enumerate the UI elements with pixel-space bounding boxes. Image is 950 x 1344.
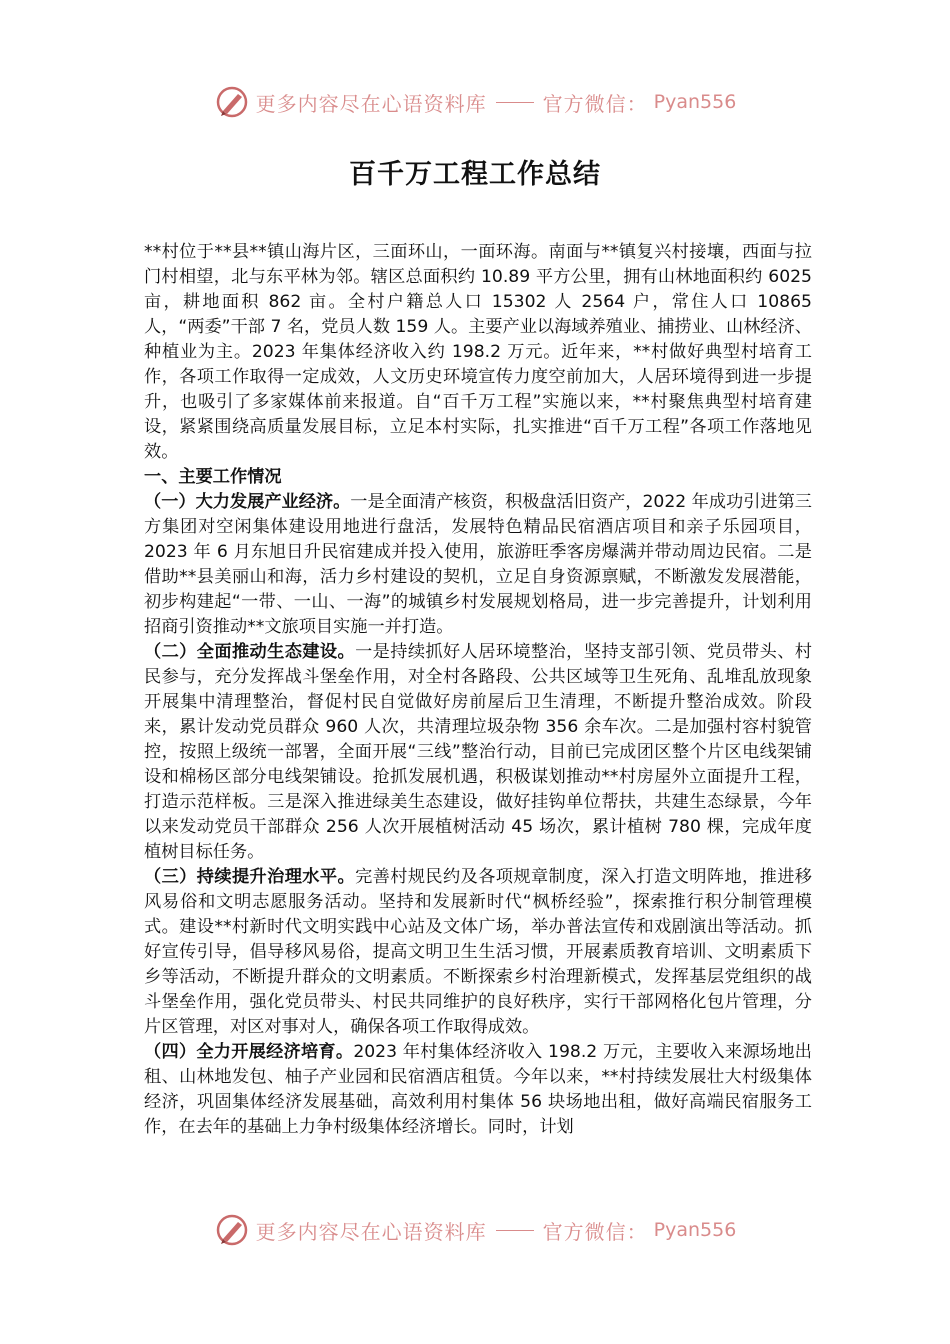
item-text: 一是持续抓好人居环境整治，坚持支部引领、党员带头、村民参与，充分发挥战斗堡垒作用，对全村各路段、公共区域等卫生死角、乱堆乱放现象开展集中清理整治，督促村民自觉做好房前屋后卫生清理，不断提升整治成效。阶段来，累计发动党员群众 960 人次，共清理垃圾杂物 356 余车次。二是加强村容村貌管控，按照上级统一部署，全面开展“三线”整治行动，目前已完成团区整个片区电线架铺设和棉杨区部分电线架铺设。抢抓发展机遇，积极谋划推动**村房屋外立面提升工程，打造示范样板。三是深入推进绿美生态建设，做好挂钩单位帮扶，共建生态绿景，今年以来发动党员干部群众 256 人次开展植树活动 45 场次，累计植树 780 棵，完成年度植树目标任务。 <box>144 642 812 862</box>
item-paragraph <box>144 490 812 640</box>
item-paragraph <box>144 640 812 865</box>
item-text: 一是全面清产核资，积极盘活旧资产，2022 年成功引进第三方集团对空闲集体建设用地进行盘活，发展特色精品民宿酒店项目和亲子乐园项目，2023 年 6 月东旭日升民宿建成并投入使用，旅游旺季客房爆满并带动周边民宿。二是借助**县美丽山和海，活力乡村建设的契机，立足自身资源禀赋，不断激发发展潜能，初步构建起“一带、一山、一海”的城镇乡村发展规划格局，进一步完善提升，计划利用招商引资推动**文旅项目实施一并打造。 <box>144 492 812 637</box>
watermark-header <box>0 84 950 120</box>
watermark-id: Pyan556 <box>653 91 737 113</box>
intro-paragraph: **村位于**县**镇山海片区，三面环山，一面环海。南面与**镇复兴村接壤，西面与拉门村相望，北与东平林为邻。辖区总面积约 10.89 平方公里，拥有山林地面积约 6025 亩，耕地面积 862 亩。全村户籍总人口 15302 人 2564 户，常住人口 10865 人，“两委”干部 7 名，党员人数 159 人。主要产业以海域养殖业、捕捞业、山林经济、种植业为主。2023 年集体经济收入约 198.2 万元。近年来，**村做好典型村培育工作，各项工作取得一定成效，人文历史环境宣传力度空前加大，人居环境得到进一步提升，也吸引了多家媒体前来报道。自“百千万工程”实施以来，**村聚焦典型村培育建设，紧紧围绕高质量发展目标，立足本村实际，扎实推进“百千万工程”各项工作落地见效。 <box>144 242 812 462</box>
section-heading: 一、主要工作情况 <box>144 467 282 487</box>
watermark-divider <box>496 1230 534 1231</box>
item-label: （二）全面推动生态建设。 <box>144 642 356 662</box>
watermark-label: 官方微信： <box>542 91 648 116</box>
item-label: （三）持续提升治理水平。 <box>144 867 356 887</box>
watermark-text: 更多内容尽在心语资料库 <box>255 91 487 116</box>
pen-logo-icon <box>214 84 250 120</box>
item-text: 2023 年村集体经济收入 198.2 万元，主要收入来源场地出租、山林地发包、柚子产业园和民宿酒店租赁。今年以来，**村持续发展壮大村级集体经济，巩固集体经济发展基础，高效利用村集体 56 块场地出租，做好高端民宿服务工作，在去年的基础上力争村级集体经济增长。同时，计划 <box>144 1042 812 1137</box>
pen-logo-icon <box>214 1212 250 1248</box>
document-body <box>144 240 812 1140</box>
watermark-text: 更多内容尽在心语资料库 <box>255 1219 487 1244</box>
item-label: （一）大力发展产业经济。 <box>144 492 351 512</box>
watermark-footer <box>0 1212 950 1248</box>
item-text: 完善村规民约及各项规章制度，深入打造文明阵地，推进移风易俗和文明志愿服务活动。坚持和发展新时代“枫桥经验”，探索推行积分制管理模式。建设**村新时代文明实践中心站及文体广场，举办普法宣传和戏剧演出等活动。抓好宣传引导，倡导移风易俗，提高文明卫生生活习惯，开展素质教育培训、文明素质下乡等活动，不断提升群众的文明素质。不断探索乡村治理新模式，发挥基层党组织的战斗堡垒作用，强化党员带头、村民共同维护的良好秩序，实行干部网格化包片管理，分片区管理，对区对事对人，确保各项工作取得成效。 <box>144 867 812 1037</box>
watermark-id: Pyan556 <box>653 1219 737 1241</box>
watermark-label: 官方微信： <box>542 1219 648 1244</box>
item-label: （四）全力开展经济培育。 <box>144 1042 354 1062</box>
item-paragraph <box>144 1040 812 1140</box>
document-title: 百千万工程工作总结 <box>349 159 601 190</box>
item-paragraph <box>144 865 812 1040</box>
watermark-divider <box>496 102 534 103</box>
